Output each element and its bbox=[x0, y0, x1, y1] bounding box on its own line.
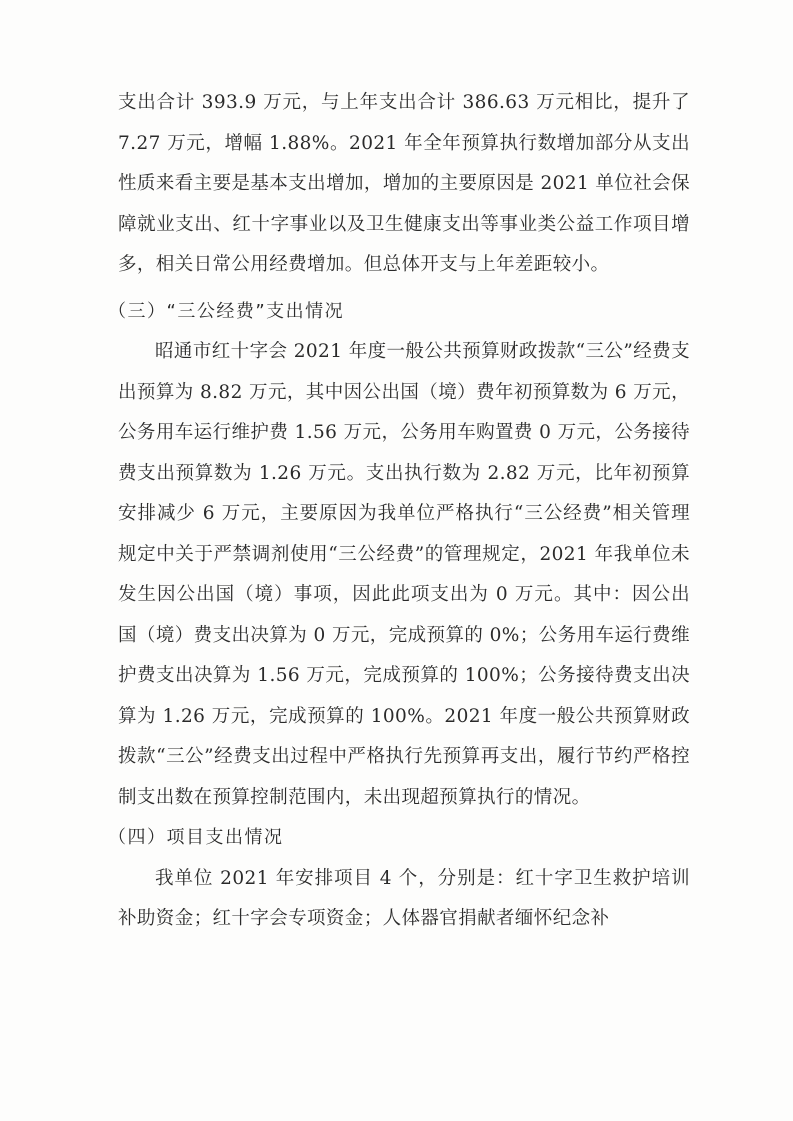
paragraph-project-expenditure: 我单位 2021 年安排项目 4 个，分别是：红十字卫生救护培训补助资金；红十字会专项资金；人体器官捐献者缅怀纪念补 bbox=[118, 867, 690, 929]
paragraph-three-public-expenses: 昭通市红十字会 2021 年度一般公共预算财政拨款“三公”经费支出预算为 8.82 万元，其中因公出国（境）费年初预算数为 6 万元，公务用车运行维护费 1.56 万元，公务用车购置费 0 万元，公务接待费支出预算数为 1.26 万元。支出执行数为 2.82 万元，比年初预算安排减少 6 万元，主要原因为我单位严格执行“三公经费”相关管理规定中关于严禁调剂使用“三公经费”的管理规定，2021 年我单位未发生因公出国（境）事项，因此此项支出为 0 万元。其中：因公出国（境）费支出决算为 0 万元，完成预算的 0%；公务用车运行费维护费支出决算为 1.56 万元，完成预算的 100%；公务接待费支出决算为 1.26 万元，完成预算的 100%。2021 年度一般公共预算财政拨款“三公”经费支出过程中严格执行先预算再支出，履行节约严格控制支出数在预算控制范围内，未出现超预算执行的情况。 bbox=[118, 341, 690, 808]
section-heading-three-public-expenses: （三）“三公经费”支出情况 bbox=[108, 300, 345, 322]
document-body bbox=[108, 83, 690, 940]
section-heading-project-expenditure: （四）项目支出情况 bbox=[108, 827, 284, 848]
paragraph-expenditure-summary: 支出合计 393.9 万元，与上年支出合计 386.63 万元相比，提升了 7.27 万元，增幅 1.88%。2021 年全年预算执行数增加部分从支出性质来看主要是基本支出增加，增加的主要原因是 2021 单位社会保障就业支出、红十字事业以及卫生健康支出等事业类公益工作项目增多，相关日常公用经费增加。但总体开支与上年差距较小。 bbox=[118, 92, 690, 275]
